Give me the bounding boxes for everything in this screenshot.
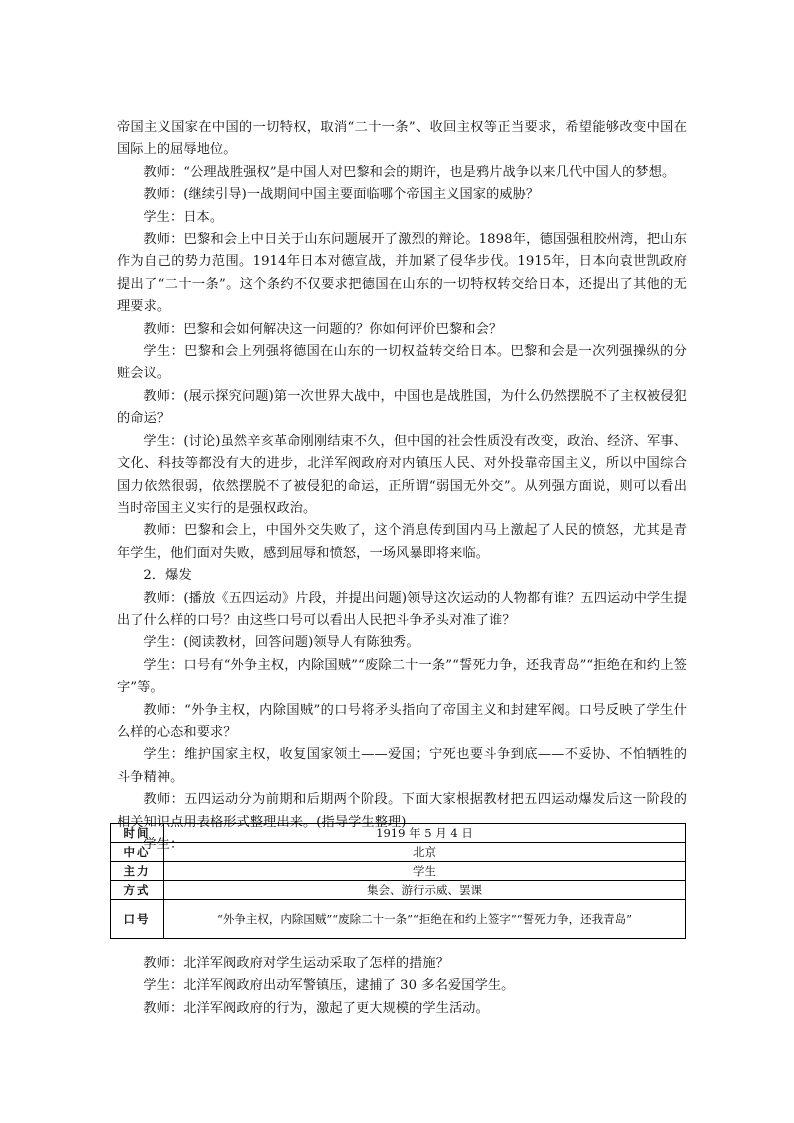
paragraph-after-2: 教师：北洋军阀政府的行为，激起了更大规模的学生活动。 bbox=[143, 1000, 489, 1016]
table-key: 主力 bbox=[111, 862, 164, 881]
table-row bbox=[111, 824, 686, 843]
paragraph-17: 学生： bbox=[143, 837, 184, 852]
paragraph-0: 帝国主义国家在中国的一切特权，取消“二十一条”、收回主权等正当要求，希望能够改变中国在国际上的屈辱地位。 bbox=[117, 120, 687, 158]
table-value: 学生 bbox=[164, 862, 686, 881]
paragraph-4: 教师：巴黎和会上中日关于山东问题展开了激烈的辩论。1898年，德国强租胶州湾，把山东作为自己的势力范围。1914年日本对德宣战，并加紧了侵华步伐。1915年，日本向袁世凯政府提出了“二十一条”。这个条约不仅要求把德国在山东的一切特权转交给日本，还提出了其他的无理要求。 bbox=[117, 232, 687, 315]
table-value: 集会、游行示威、罢课 bbox=[164, 881, 686, 900]
paragraph-16: 教师：五四运动分为前期和后期两个阶段。下面大家根据教材把五四运动爆发后这一阶段的相关知识点用表格形式整理出来。(指导学生整理) bbox=[117, 792, 687, 830]
paragraph-7: 教师：(展示探究问题)第一次世界大战中，中国也是战胜国，为什么仍然摆脱不了主权被侵犯的命运？ bbox=[117, 388, 687, 427]
paragraph-after-0: 教师：北洋军阀政府对学生运动采取了怎样的措施？ bbox=[143, 956, 450, 971]
paragraph-11: 教师：(播放《五四运动》片段，并提出问题)领导这次运动的人物都有谁？五四运动中学生提出了什么样的口号？由这些口号可以看出人民把斗争矛头对准了谁？ bbox=[117, 590, 687, 628]
paragraph-14: 教师：“外争主权，内除国贼”的口号将矛头指向了帝国主义和封建军阀。口号反映了学生什么样的心态和要求？ bbox=[117, 702, 687, 740]
table-key: 时间 bbox=[111, 824, 164, 843]
table-row bbox=[111, 900, 686, 939]
table-row bbox=[111, 881, 686, 900]
document-body bbox=[117, 117, 687, 856]
section-heading: 2．爆发 bbox=[143, 568, 192, 584]
may-fourth-summary-table bbox=[110, 823, 686, 939]
document-body-after-table bbox=[117, 953, 687, 1020]
paragraph-13: 学生：口号有“外争主权，内除国贼”“废除二十一条”“誓死力争，还我青岛”“拒绝在和约上签字”等。 bbox=[117, 657, 687, 696]
paragraph-1: 教师：“公理战胜强权”是中国人对巴黎和会的期许，也是鸦片战争以来几代中国人的梦想。 bbox=[143, 164, 676, 180]
table-row bbox=[111, 862, 686, 881]
table-value: 1919 年 5 月 4 日 bbox=[164, 824, 686, 843]
table-key: 方式 bbox=[111, 881, 164, 900]
table-key: 口号 bbox=[111, 900, 164, 939]
paragraph-5: 教师：巴黎和会如何解决这一问题的？你如何评价巴黎和会？ bbox=[143, 321, 503, 337]
table-key: 中心 bbox=[111, 843, 164, 862]
table-value: “外争主权，内除国贼”“废除二十一条”“拒绝在和约上签字”“誓死力争，还我青岛” bbox=[164, 900, 686, 939]
paragraph-after-1: 学生：北洋军阀政府出动军警镇压，逮捕了 30 多名爱国学生。 bbox=[143, 978, 515, 994]
paragraph-9: 教师：巴黎和会上，中国外交失败了，这个消息传到国内马上激起了人民的愤怒，尤其是青年学生，他们面对失败，感到屈辱和愤怒，一场风暴即将来临。 bbox=[117, 523, 687, 561]
paragraph-15: 学生：维护国家主权，收复国家领土——爱国；宁死也要斗争到底——不妥协、不怕牺牲的斗争精神。 bbox=[117, 747, 687, 785]
paragraph-3: 学生：日本。 bbox=[143, 209, 224, 225]
table-row bbox=[111, 843, 686, 862]
paragraph-6: 学生：巴黎和会上列强将德国在山东的一切权益转交给日本。巴黎和会是一次列强操纵的分赃会议。 bbox=[117, 344, 687, 382]
paragraph-12: 学生：(阅读教材，回答问题)领导人有陈独秀。 bbox=[143, 635, 420, 651]
table-value: 北京 bbox=[164, 843, 686, 862]
paragraph-2: 教师：(继续引导)一战期间中国主要面临哪个帝国主义国家的威胁？ bbox=[143, 187, 540, 203]
paragraph-8: 学生：(讨论)虽然辛亥革命刚刚结束不久，但中国的社会性质没有改变，政治、经济、军事、文化、科技等都没有大的进步，北洋军阀政府对内镇压人民、对外投靠帝国主义，所以中国综合国力依然很弱，依然摆脱不了被侵犯的命运，正所谓“弱国无外交”。从列强方面说，则可以看出当时帝国主义实行的是强权政治。 bbox=[117, 433, 687, 516]
